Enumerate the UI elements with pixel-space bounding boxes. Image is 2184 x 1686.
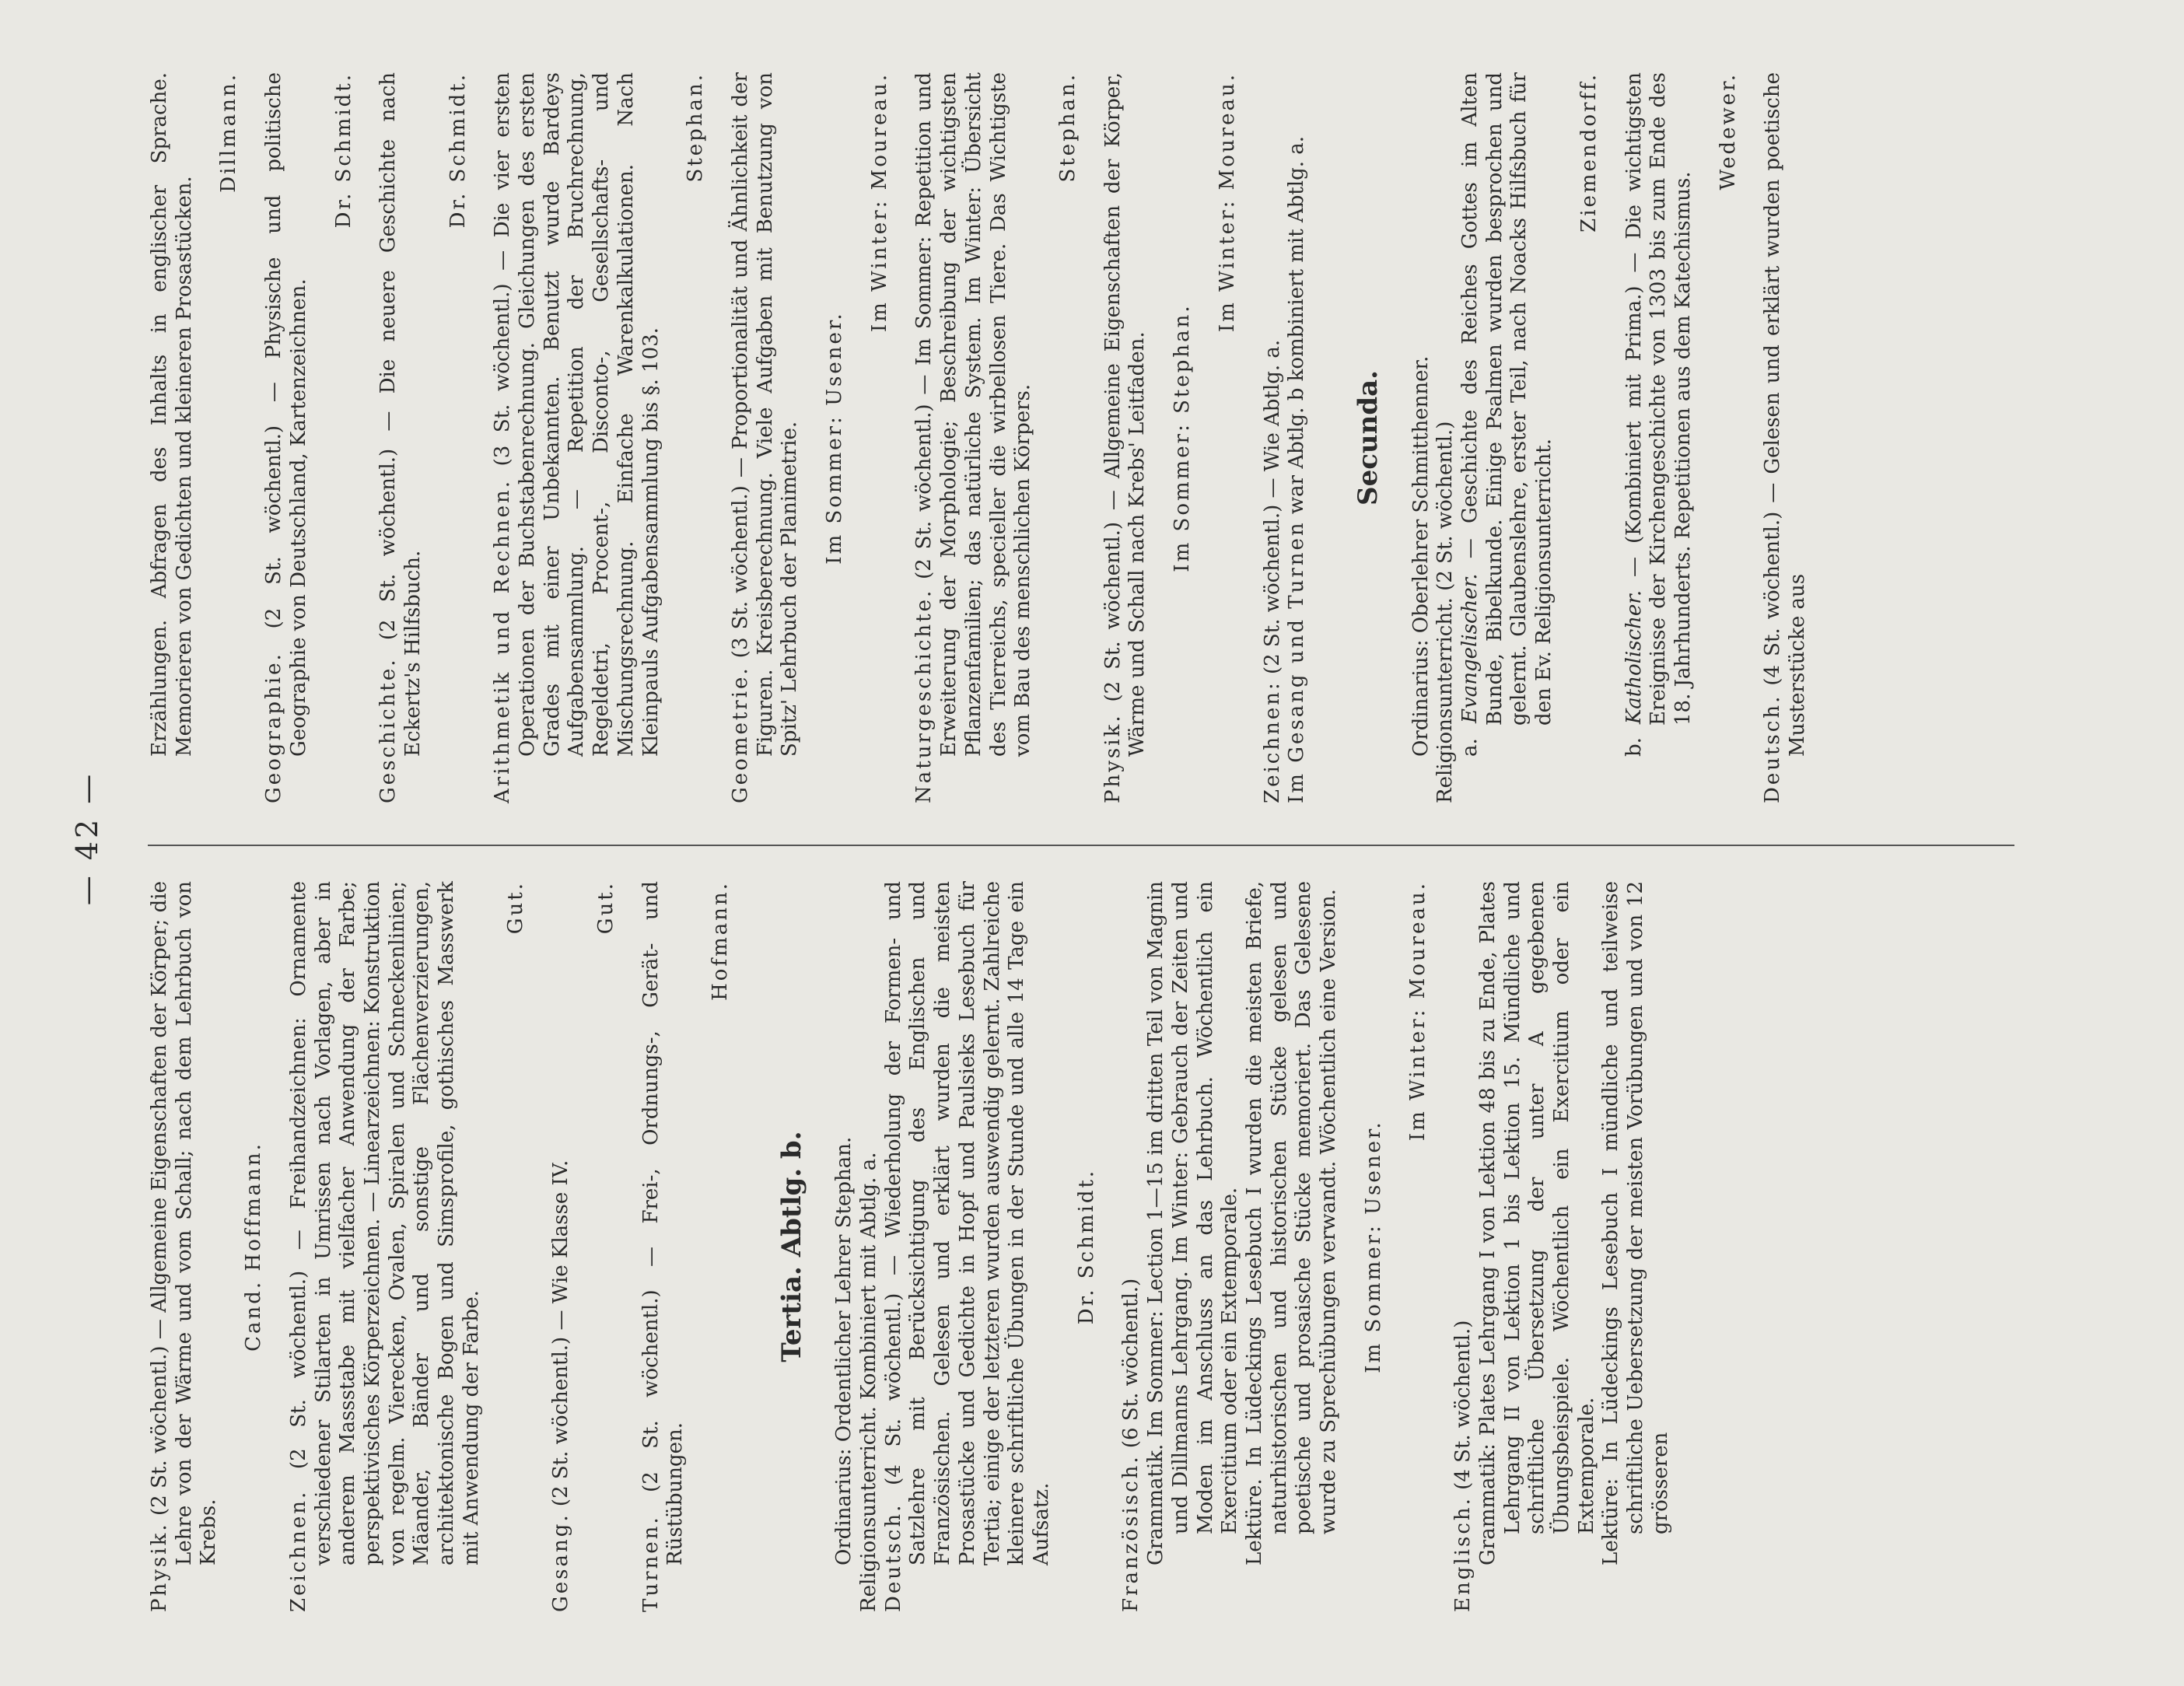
religion-line: Religionsunterricht. (2 St. wöchentl.) [1433, 421, 1458, 803]
teacher-summer: Im Sommer: Usener. [823, 311, 847, 565]
entry-label: Geschichte. [376, 657, 401, 803]
entry-deutsch [1761, 72, 1810, 803]
teacher-signature: Gut. [504, 881, 528, 935]
ordinarius-line: Ordinarius: Ordentlicher Lehrer Stephan. [832, 1136, 856, 1565]
entry-text: (4 St. wöchentl.) — Gelesen und erklärt wurden poetische Musterstücke aus [1761, 72, 1810, 757]
section-title: Secunda. [1352, 370, 1384, 505]
entry-text: (2 St. wöchentl.) — Frei-, Ordnungs-, Gerät- und Rüstübungen. [639, 880, 688, 1565]
entry-text: (2 St. wöchentl.) — Allgemeine Eigenschaften der Körper, Wärme und Schall nach Krebs' Leitfaden. [1101, 72, 1150, 757]
teacher-winter: Im Winter: Moureau. [867, 72, 891, 333]
teacher-signature: Cand. Hoffmann. [242, 1142, 266, 1352]
entry-label: Zeichnen. [286, 1489, 310, 1612]
religion-line: Religionsunterricht. Kombiniert mit Abtlg. a. [857, 1152, 881, 1612]
teacher-signature: Dr. Schmidt. [331, 72, 355, 229]
ordinarius-line: Ordinarius: Oberlehrer Schmitthenner. [1409, 355, 1433, 757]
entry-physik [1101, 72, 1150, 803]
list-marker: a. [1458, 738, 1482, 757]
teacher-winter: Im Winter: Moureau. [1215, 72, 1239, 333]
entry-text: — (Kombiniert mit Prima.) — Die wichtigsten Ereignisse der Kirchengeschichte von 1303 bis zum Ende des 18. Jahrhunderts. Repetitionen aus dem Katechismus. [1622, 72, 1695, 726]
entry-geometrie [729, 72, 803, 803]
entry-label: Im Gesang und Turnen [1285, 520, 1309, 803]
teacher-summer: Im Sommer: Usener. [1361, 1120, 1385, 1373]
entry-text: (3 St. wöchentl.) — Die vier ersten Operationen der Buchstabenrechnung. Gleichungen des ersten Grades mit einer Unbekannten. Benutzt wurde Bardeys Aufgabensammlung. — Repetition der Bruchrechnung, Regeldetri, Procent-, Disconto-, Gesellschafts- und Mischungsrechnung. Einfache Warenkalkulationen. Nach Kleinpauls Aufgabensammlung bis §. 103. [491, 72, 663, 757]
teacher-summer: Im Sommer: Stephan. [1171, 303, 1195, 572]
teacher-signature: Gut. [593, 881, 618, 935]
grammatik-text: Grammatik: Plates Lehrgang I von Lektion 48 bis zu Ende, Plates Lehrgang II von Lektion 1 bis Lektion 15. Mündliche und schriftliche Übersetzung der unter A gegebenen Übungsbeispiele. Wöchentlich ein Exercitium oder ein Extemporale. [1475, 881, 1598, 1565]
entry-geschichte [376, 72, 425, 803]
entry-englisch [1451, 881, 1476, 1612]
entry-geographie [262, 72, 311, 803]
lektuere-text: Lektüre: In Lüdeckings Lesebuch I mündliche und teilweise schriftliche Uebersetzung der meisten Vorübungen und von 12 grösseren [1599, 881, 1672, 1565]
entry-zeichnen [1261, 72, 1286, 803]
page-body [0, 65, 2038, 1612]
religion-b [1622, 72, 1696, 803]
entry-text: (2 St. wöchentl.) — Allgemeine Eigenschaften der Körper; die Lehre von der Wärme und vom Schall; nach dem Lehrbuch von Krebs. [148, 881, 221, 1565]
teacher-signature: Ziemendorff. [1577, 72, 1601, 233]
entry-gesang [549, 881, 574, 1612]
entry-label: Zeichnen: [1260, 680, 1284, 803]
page-number: — 42 — [70, 771, 104, 906]
entry-franzoesisch [1119, 881, 1144, 1612]
entry-text: (3 St. wöchentl.) — Proportionalität und Ähnlichkeit der Figuren. Kreisberechnung. Viele Aufgaben mit Benutzung von Spitz' Lehrbuch der Planimetrie. [728, 72, 802, 757]
entry-naturgeschichte [912, 72, 1036, 803]
entry-deutsch [882, 881, 1055, 1612]
entry-arithmetik [491, 72, 663, 803]
entry-text: war Abtlg. b kombiniert mit Abtlg. a. [1285, 135, 1309, 515]
entry-label: Deutsch. [1761, 694, 1785, 803]
grammatik-text: Grammatik. Im Sommer: Lection 1—15 im dritten Teil von Magnin und Dillmanns Lehrgang. Im Winter: Gebrauch der Zeiten und Moden im Anschluss an das Lehrbuch. Wöchentlich ein Exercitium oder ein Extemporale. [1144, 881, 1242, 1565]
entry-zeichnen [287, 881, 485, 1612]
entry-text: (2 St. wöchentl.) — Im Sommer: Repetition und Erweiterung der Morphologie; Beschreibung der wichtigsten Pflanzenfamilien; das natürliche System. Im Winter: Übersicht des Tierreichs, specieller die wirbellosen Tiere. Das Wichtigste vom Bau des menschlichen Körpers. [912, 72, 1035, 757]
entry-turnen [639, 881, 688, 1612]
entry-label: Deutsch. [881, 1502, 905, 1612]
entry-label: Physik. [1101, 713, 1125, 803]
entry-label: Englisch. [1451, 1496, 1475, 1612]
entry-physik [148, 881, 222, 1612]
entry-label: Katholischer. [1622, 589, 1646, 725]
teacher-signature: Dillmann. [217, 72, 241, 193]
entry-label: Arithmetik und Rechnen. [491, 478, 515, 803]
teacher-signature: Hofmann. [708, 881, 732, 1001]
entry-label: Geometrie. [728, 666, 752, 803]
lektuere-text: Lektüre. In Lüdeckings Lesebuch I wurden die meisten Briefe, naturhistorischen und historischen Stücke gelesen und poetische und prosaische Stücke memoriert. Das Gelesene wurde zu Sprechübungen verwandt. Wöchentlich eine Version. [1242, 881, 1341, 1565]
section-title: Tertia. Abtlg. b. [775, 1131, 807, 1362]
left-column [148, 881, 1673, 1612]
entry-label: Physik. [148, 1522, 171, 1612]
entry-text: — Geschichte des Reiches Gottes im Alten Bunde, Bibelkunde. Einige Psalmen wurden besprochen und gelernt. Glaubenslehre, erster Teil, nach Noacks Hilfsbuch für den Ev. Religionsunterricht. [1458, 72, 1556, 726]
entry-hours: (4 St. wöchentl.) [1451, 1320, 1475, 1490]
entry-label: Naturgeschichte. [912, 588, 936, 803]
teacher-signature: Dr. Schmidt. [446, 72, 470, 229]
entry-text: (2 St. wöchentl.) — Wie Klasse IV. [549, 1160, 573, 1507]
right-column [148, 72, 1811, 803]
entry-label: Turnen. [639, 1515, 663, 1612]
teacher-winter: Im Winter: Moureau. [1406, 881, 1430, 1142]
entry-text: (2 St. wöchentl.) — Freihandzeichnen: Ornamente verschiedener Stilarten in Umrissen nach Vorlagen, aber in anderem Massstabe mit vielfacher Anwendung der Farbe; perspektivisches Körperzeichnen. — Linearzeichnen: Konstruktion von regelm. Vierecken, Ovalen, Spiralen und Schneckenlinien; Mäander, Bänder und sonstige Flächenverzierungen, architektonische Bogen und Simsprofile, gothisches Masswerk mit Anwendung der Farbe. [286, 880, 483, 1565]
religion-a [1458, 72, 1557, 803]
entry-label: Geographie. [262, 652, 286, 803]
entry-text: (2 St. wöchentl.) — Wie Abtlg. a. [1260, 339, 1284, 675]
entry-text: (2 St. wöchentl.) — Die neuere Geschichte nach Eckertz's Hilfsbuch. [376, 72, 425, 757]
entry-gesang-turnen [1285, 72, 1310, 803]
teacher-signature: Wedewer. [1716, 72, 1740, 191]
entry-text: (2 St. wöchentl.) — Physische und politische Geographie von Deutschland, Kartenzeichnen. [262, 72, 310, 757]
teacher-signature: Dr. Schmidt. [1074, 1168, 1098, 1325]
entry-label: Evangelischer. [1458, 573, 1482, 723]
teacher-signature: Stephan. [1055, 72, 1080, 183]
entry-label: Französisch. [1119, 1454, 1143, 1612]
list-marker: b. [1622, 737, 1646, 757]
entry-text: (4 St. wöchentl.) — Wiederholung der Formen- und Satzlehre mit Berücksichtigung des Englischen und Französischen. Gelesen und erklärt wurden die meisten Prosastücke und Gedichte in Hopf und Paulsieks Lesebuch für Tertia; einige der letzteren wurden auswendig gelernt. Zahlreiche kleinere schriftliche Übungen in der Stunde und alle 14 Tage ein Aufsatz. [881, 881, 1053, 1565]
column-divider [148, 845, 2014, 846]
entry-hours: (6 St. wöchentl.) [1119, 1278, 1143, 1449]
teacher-signature: Stephan. [684, 72, 708, 183]
entry-label: Gesang. [549, 1513, 573, 1612]
continuation-text: Erzählungen. Abfragen des Inhalts in englischer Sprache. Memorieren von Gedichten und kleineren Prosastücken. [148, 72, 196, 757]
